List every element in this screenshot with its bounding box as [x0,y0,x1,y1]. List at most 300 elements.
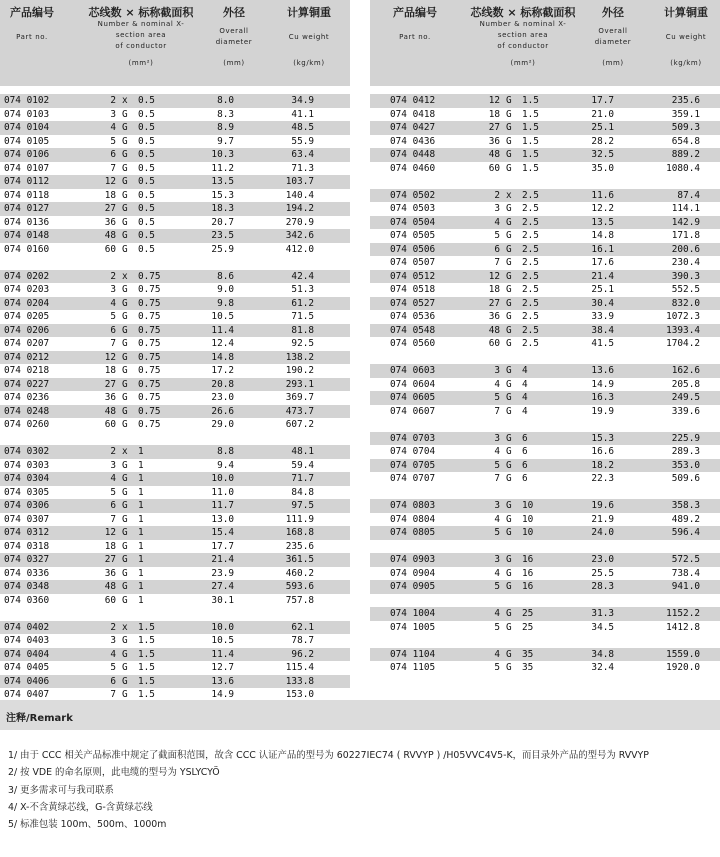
type-cell: G [122,230,128,241]
type-cell: G [506,324,512,336]
cu-weight-cell: 71.3 [291,162,314,174]
table-row [0,391,350,405]
cores-cell: 6 [110,324,116,336]
table-row [370,553,720,567]
part-no-cell: 074 0518 [390,284,436,295]
part-no-cell: 074 0348 [4,581,50,592]
table-row [370,229,720,243]
cores-cell: 4 [494,648,500,660]
area-cell: 0.5 [138,135,155,147]
remark-item: 5/ 标准包装 100m、500m、1000m [8,819,167,830]
cu-weight-cell: 153.0 [285,689,314,700]
table-row [0,229,350,243]
diameter-cell: 12.2 [591,203,614,214]
type-cell: G [122,648,128,660]
table-row [0,364,350,378]
diameter-cell: 28.2 [591,135,614,147]
area-cell: 1 [138,513,144,525]
table-row [370,310,720,324]
diameter-cell: 9.0 [217,284,234,295]
type-cell: G [122,378,128,390]
table-row [0,648,350,662]
od-unit: (mm) [223,59,245,67]
type-cell: G [122,486,128,498]
group-spacer [0,432,350,446]
type-cell: G [122,108,128,120]
diameter-cell: 23.9 [211,567,234,579]
table-row [370,94,720,108]
cu-weight-cell: 42.4 [291,270,314,282]
part-no-cell: 074 0327 [4,554,50,565]
part-no-cell: 074 0112 [4,176,50,187]
area-cell: 0.75 [138,365,161,376]
area-cell: 0.75 [138,338,161,349]
group-spacer [370,175,720,189]
area-cell: 1.5 [522,108,539,120]
type-cell: G [506,405,512,417]
area-cell: 35 [522,648,534,660]
table-row [370,202,720,216]
type-cell: G [506,392,512,403]
type-cell: G [506,554,512,565]
part-no-cell: 074 0436 [390,135,436,147]
part-no-cell: 074 0805 [390,527,436,538]
table-row [0,148,350,162]
diameter-cell: 34.8 [591,648,614,660]
table-row [0,675,350,689]
cu-weight-cell: 359.1 [671,108,700,120]
cu-weight-cell: 832.0 [671,297,700,309]
part-no-cell: 074 0548 [390,324,436,336]
table-row [0,580,350,594]
table-row [370,391,720,405]
table-row [0,486,350,500]
cores-cell: 3 [494,432,500,444]
cu-weight-cell: 757.8 [285,594,314,606]
area-cell: 2.5 [522,324,539,336]
part-no-cell: 074 0304 [4,473,50,484]
type-cell: G [122,135,128,147]
part-no-cell: 074 0160 [4,243,50,255]
part-no-cell: 074 0306 [4,500,50,511]
part-no-cell: 074 0560 [390,338,436,349]
type-cell: G [506,95,512,106]
cu-weight-cell: 71.7 [291,473,314,484]
area-cell: 16 [522,554,534,565]
type-cell: G [506,243,512,255]
cu-weight-cell: 62.1 [291,621,314,633]
group-spacer [370,351,720,365]
group-spacer [0,607,350,621]
cores-cell: 7 [110,162,116,174]
diameter-cell: 25.1 [591,122,614,133]
cu-weight-cell: 593.6 [285,581,314,592]
cu-weight-cell: 342.6 [285,230,314,241]
type-cell: G [122,473,128,484]
cores-cell: 18 [488,284,500,295]
type-cell: G [506,378,512,390]
table-row [0,121,350,135]
area-cell: 0.75 [138,405,161,417]
diameter-cell: 29.0 [211,419,234,430]
cores-cell: 27 [104,378,116,390]
cu-weight-cell: 249.5 [671,392,700,403]
part-no-cell: 074 0136 [4,216,50,228]
cu-weight-cell: 339.6 [671,405,700,417]
cu-weight-cell: 61.2 [291,297,314,309]
type-cell: G [122,527,128,538]
table-row [370,607,720,621]
type-cell: G [506,662,512,673]
area-cell: 6 [522,473,528,484]
diameter-cell: 19.9 [591,405,614,417]
cores-cell: 48 [104,405,116,417]
diameter-cell: 8.8 [217,446,234,457]
diameter-cell: 20.8 [211,378,234,390]
part-no-cell: 074 0236 [4,392,50,403]
part-no-cell: 074 0904 [390,567,436,579]
type-cell: x [122,270,128,282]
type-cell: G [122,581,128,592]
area-cell: 0.75 [138,392,161,403]
cu-weight-cell: 235.6 [285,540,314,552]
cu-weight-cell: 48.1 [291,446,314,457]
part-no-cell: 074 0207 [4,338,50,349]
cores-cell: 5 [110,135,116,147]
table-row [370,567,720,581]
type-cell: G [122,635,128,646]
area-cell: 1.5 [522,149,539,160]
part-no-cell: 074 0804 [390,513,436,525]
type-cell: G [506,203,512,214]
cores-cell: 36 [104,392,116,403]
part-no-cell: 074 0148 [4,230,50,241]
cu-weight-cell: 71.5 [291,311,314,322]
part-no-cell: 074 0405 [4,662,50,673]
part-no-cell: 074 0305 [4,486,50,498]
part-no-cell: 074 0502 [390,189,436,201]
type-cell: G [122,203,128,214]
part-no-cell: 074 0105 [4,135,50,147]
part-no-cell: 074 1004 [390,608,436,619]
diameter-cell: 23.0 [591,554,614,565]
cores-cell: 4 [494,446,500,457]
part-no-cell: 074 0406 [4,675,50,687]
area-cell: 1 [138,500,144,511]
cu-weight-cell: 140.4 [285,189,314,201]
area-cell: 0.75 [138,351,161,363]
area-cell: 0.75 [138,270,161,282]
area-cell: 0.75 [138,284,161,295]
diameter-cell: 18.2 [591,459,614,471]
cu-weight-cell: 87.4 [677,189,700,201]
diameter-cell: 9.8 [217,297,234,309]
type-cell: G [506,513,512,525]
cores-cell: 7 [110,338,116,349]
diameter-cell: 21.4 [591,270,614,282]
cores-en-1: Number & nominal X- [479,20,567,28]
cores-unit: (mm²) [128,59,154,67]
area-cell: 0.5 [138,176,155,187]
type-cell: G [506,432,512,444]
cores-cell: 5 [494,527,500,538]
remarks-title-bar [0,700,720,730]
diameter-cell: 15.3 [211,189,234,201]
diameter-cell: 27.4 [211,581,234,592]
table-row [0,202,350,216]
cores-cell: 4 [494,378,500,390]
type-cell: G [506,284,512,295]
type-cell: G [122,216,128,228]
cores-cell: 6 [110,149,116,160]
diameter-cell: 26.6 [211,405,234,417]
diameter-cell: 19.6 [591,500,614,511]
table-row [0,310,350,324]
part-no-cell: 074 0427 [390,122,436,133]
cu-weight-cell: 289.3 [671,446,700,457]
type-cell: G [122,284,128,295]
table-row [370,580,720,594]
area-cell: 25 [522,608,534,619]
part-no-en: Part no. [399,33,431,41]
part-no-cell: 074 0202 [4,270,50,282]
diameter-cell: 9.4 [217,459,234,471]
diameter-cell: 17.7 [591,95,614,106]
type-cell: G [122,149,128,160]
type-cell: G [506,567,512,579]
group-spacer [370,418,720,432]
diameter-cell: 13.6 [591,365,614,376]
cores-cell: 5 [110,311,116,322]
table-row [370,445,720,459]
left-table [0,0,350,702]
part-no-cell: 074 0703 [390,432,436,444]
area-cell: 2.5 [522,284,539,295]
diameter-cell: 25.9 [211,243,234,255]
cu-weight-cell: 353.0 [671,459,700,471]
type-cell: G [506,581,512,592]
diameter-cell: 25.5 [591,567,614,579]
type-cell: x [506,189,512,201]
type-cell: G [506,608,512,619]
cores-cell: 60 [104,243,116,255]
table-row [370,364,720,378]
cu-weight-cell: 138.2 [285,351,314,363]
diameter-cell: 17.7 [211,540,234,552]
cu-weight-cell: 509.6 [671,473,700,484]
cores-cell: 4 [494,216,500,228]
table-row [0,661,350,675]
part-no-cell: 074 1104 [390,648,436,660]
cores-cell: 2 [110,621,116,633]
diameter-cell: 23.0 [211,392,234,403]
cu-weight-cell: 84.8 [291,486,314,498]
cores-cell: 5 [494,581,500,592]
area-cell: 25 [522,621,534,633]
type-cell: G [122,311,128,322]
cu-weight-cell: 1412.8 [666,621,700,633]
cores-cell: 5 [110,486,116,498]
cores-cell: 36 [488,311,500,322]
part-no-cell: 074 0103 [4,108,50,120]
group-spacer [370,486,720,500]
cores-cell: 5 [494,392,500,403]
cores-cell: 3 [494,365,500,376]
part-no-cell: 074 0204 [4,297,50,309]
area-cell: 1 [138,527,144,538]
part-no-cell: 074 0312 [4,527,50,538]
cores-cell: 4 [110,473,116,484]
cu-en: Cu weight [665,33,707,41]
cu-weight-cell: 361.5 [285,554,314,565]
table-row [0,94,350,108]
part-no-cell: 074 0505 [390,230,436,241]
diameter-cell: 11.7 [211,500,234,511]
part-no-cell: 074 0402 [4,621,50,633]
part-no-cell: 074 0248 [4,405,50,417]
od-cn: 外径 [602,6,624,19]
cu-weight-cell: 97.5 [291,500,314,511]
right-table [370,0,720,675]
cu-weight-cell: 48.5 [291,122,314,133]
remarks-title: 注释/Remark [6,713,73,724]
cu-weight-cell: 596.4 [671,527,700,538]
diameter-cell: 13.0 [211,513,234,525]
area-cell: 1.5 [522,122,539,133]
table-row [0,189,350,203]
area-cell: 0.75 [138,419,161,430]
cores-cell: 12 [488,270,500,282]
diameter-cell: 8.6 [217,270,234,282]
area-cell: 0.5 [138,189,155,201]
table-row [0,621,350,635]
area-cell: 0.5 [138,108,155,120]
part-no-cell: 074 0704 [390,446,436,457]
diameter-cell: 13.5 [211,176,234,187]
diameter-cell: 13.6 [211,675,234,687]
type-cell: G [122,297,128,309]
cu-weight-cell: 142.9 [671,216,700,228]
cores-cell: 27 [488,122,500,133]
area-cell: 1 [138,540,144,552]
cores-cell: 6 [494,243,500,255]
type-cell: G [506,527,512,538]
area-cell: 2.5 [522,243,539,255]
area-cell: 1 [138,459,144,471]
type-cell: G [506,270,512,282]
diameter-cell: 10.0 [211,621,234,633]
diameter-cell: 15.4 [211,527,234,538]
table-row [0,351,350,365]
group-spacer [370,594,720,608]
table-row [0,243,350,257]
area-cell: 0.75 [138,378,161,390]
cores-en-2: section area [115,31,167,39]
part-no-cell: 074 0803 [390,500,436,511]
diameter-cell: 10.5 [211,635,234,646]
area-cell: 2.5 [522,230,539,241]
diameter-cell: 32.4 [591,662,614,673]
diameter-cell: 14.9 [211,689,234,700]
cu-weight-cell: 41.1 [291,108,314,120]
type-cell: G [506,149,512,160]
table-row [0,472,350,486]
cores-en-1: Number & nominal X- [97,20,185,28]
cores-unit: (mm²) [510,59,536,67]
cu-weight-cell: 738.4 [671,567,700,579]
cu-weight-cell: 168.8 [285,527,314,538]
table-row [370,243,720,257]
type-cell: G [122,351,128,363]
part-no-cell: 074 0460 [390,162,436,174]
cores-cell: 7 [494,405,500,417]
cores-cell: 12 [104,527,116,538]
type-cell: G [122,689,128,700]
type-cell: G [506,135,512,147]
cores-cell: 48 [104,230,116,241]
cu-weight-cell: 51.3 [291,284,314,295]
part-no-cell: 074 0203 [4,284,50,295]
area-cell: 1.5 [138,689,155,700]
area-cell: 10 [522,527,534,538]
part-no-cell: 074 0227 [4,378,50,390]
cu-unit: (kg/km) [670,59,702,67]
cu-weight-cell: 225.9 [671,432,700,444]
diameter-cell: 8.3 [217,108,234,120]
part-no-cell: 074 0118 [4,189,50,201]
area-cell: 6 [522,432,528,444]
type-cell: G [122,662,128,673]
table-row [0,594,350,608]
cu-weight-cell: 171.8 [671,230,700,241]
od-cn: 外径 [223,6,245,19]
area-cell: 0.75 [138,297,161,309]
cores-cell: 27 [104,203,116,214]
diameter-cell: 34.5 [591,621,614,633]
cu-weight-cell: 96.2 [291,648,314,660]
cores-cell: 7 [494,257,500,268]
part-no-cell: 074 0705 [390,459,436,471]
cores-cell: 12 [104,176,116,187]
part-no-cell: 074 1105 [390,662,436,673]
area-cell: 1.5 [138,675,155,687]
type-cell: G [506,108,512,120]
cores-cell: 60 [488,338,500,349]
area-cell: 1.5 [522,95,539,106]
table-row [370,121,720,135]
diameter-cell: 16.3 [591,392,614,403]
cores-cell: 36 [104,216,116,228]
cu-en: Cu weight [288,33,330,41]
part-no-cell: 074 0302 [4,446,50,457]
cores-cell: 18 [104,365,116,376]
part-no-cell: 074 0260 [4,419,50,430]
cu-cn: 计算铜重 [287,6,331,19]
type-cell: G [122,419,128,430]
diameter-cell: 16.1 [591,243,614,255]
table-row [370,337,720,351]
area-cell: 2.5 [522,311,539,322]
table-row [0,553,350,567]
cores-cell: 27 [104,554,116,565]
group-spacer [370,634,720,648]
cu-weight-cell: 103.7 [285,176,314,187]
part-no-cell: 074 0318 [4,540,50,552]
diameter-cell: 10.3 [211,149,234,160]
cores-cell: 18 [488,108,500,120]
type-cell: G [122,392,128,403]
cores-cell: 3 [110,635,116,646]
